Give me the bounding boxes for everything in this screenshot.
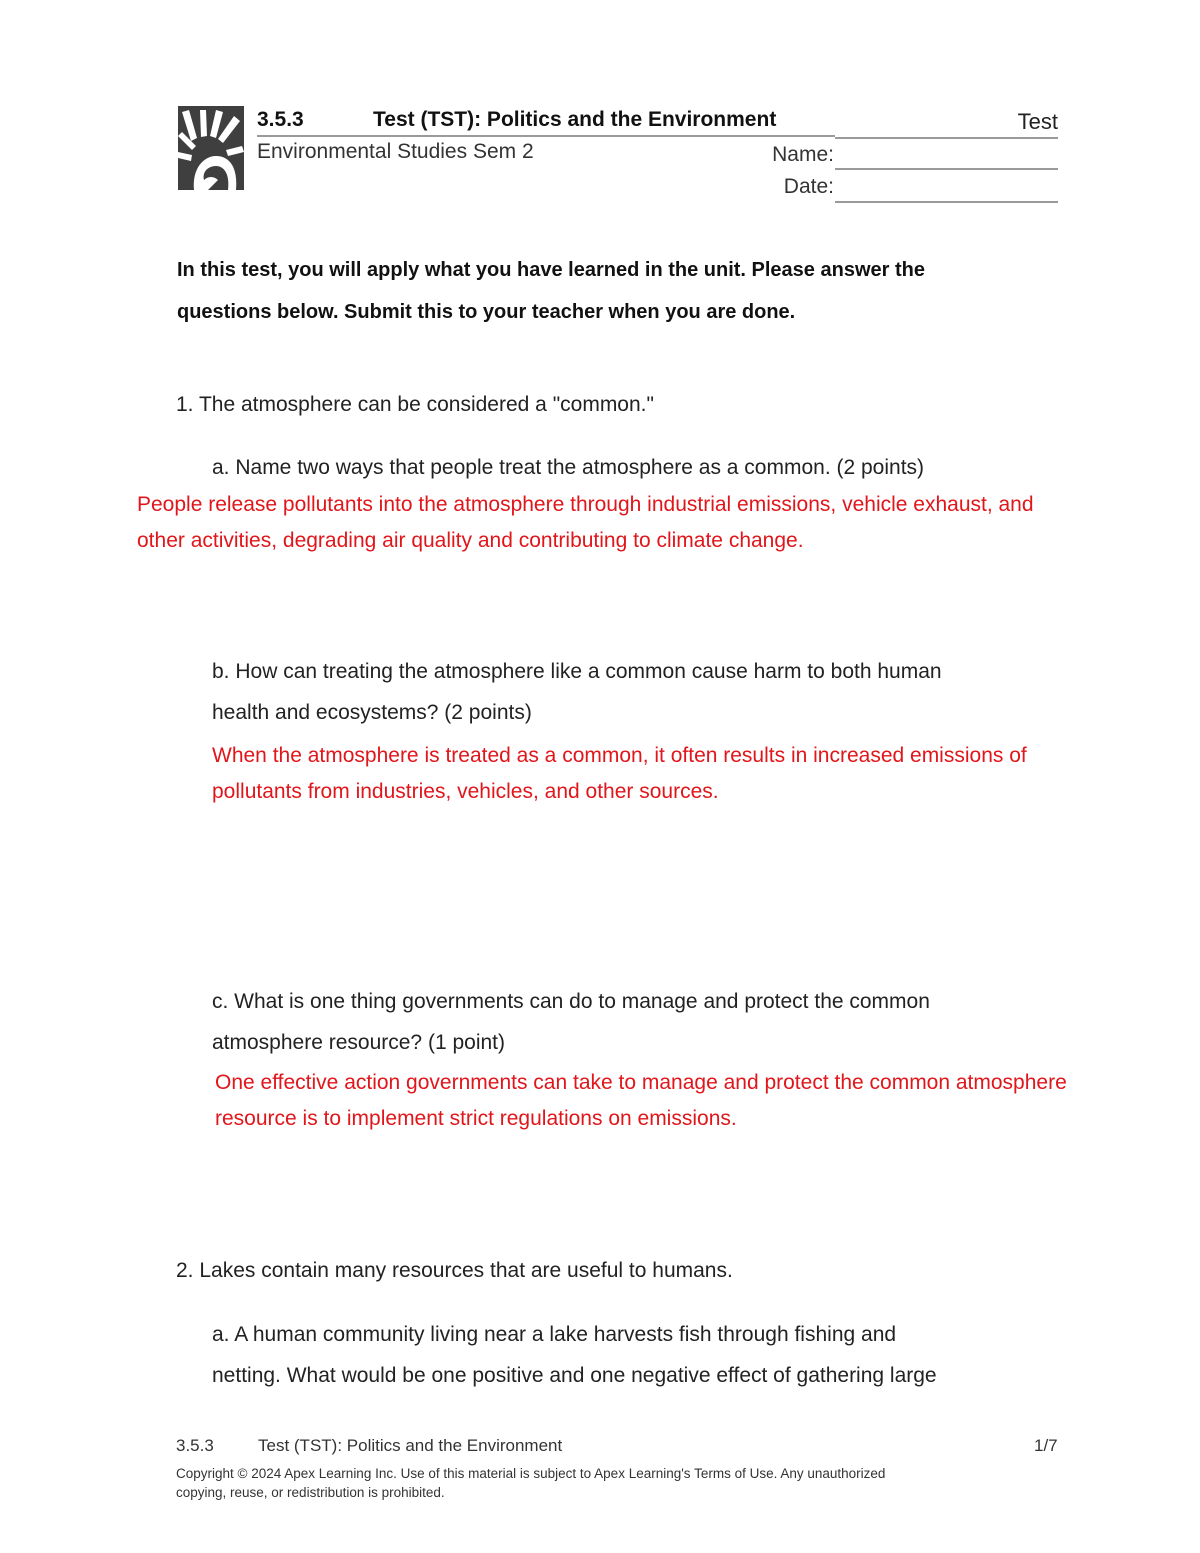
answer-1b-line-2[interactable]: pollutants from industries, vehicles, and other sources.: [212, 780, 719, 803]
answer-1c-line-1[interactable]: One effective action governments can take to manage and protect the common atmosphere: [215, 1071, 1067, 1094]
page-number: 1/7: [1034, 1436, 1058, 1455]
question-2-prompt: 2. Lakes contain many resources that are useful to humans.: [176, 1259, 733, 1282]
question-1b-line-2: health and ecosystems? (2 points): [212, 701, 532, 724]
footer-title: Test (TST): Politics and the Environment: [258, 1436, 563, 1455]
footer-lesson-code: 3.5.3: [176, 1436, 214, 1455]
question-1a: a. Name two ways that people treat the atmosphere as a common. (2 points): [212, 456, 925, 479]
question-1-prompt: 1. The atmosphere can be considered a "common.": [176, 393, 654, 416]
question-1c-line-1: c. What is one thing governments can do to manage and protect the common: [212, 990, 930, 1013]
document-type: Test: [1017, 109, 1058, 134]
lesson-code: 3.5.3: [257, 108, 304, 131]
instructions-line-1: In this test, you will apply what you have learned in the unit. Please answer the: [177, 259, 925, 281]
doctype-underline: [835, 137, 1058, 139]
title-underline: [257, 135, 835, 137]
answer-1a-line-1[interactable]: People release pollutants into the atmosphere through industrial emissions, vehicle exhaust, and: [137, 493, 1034, 516]
name-label: Name:: [772, 143, 834, 166]
apex-sun-logo-icon: [178, 106, 244, 190]
test-title: Test (TST): Politics and the Environment: [373, 108, 777, 131]
answer-1c-line-2[interactable]: resource is to implement strict regulations on emissions.: [215, 1107, 737, 1130]
name-field[interactable]: [835, 168, 1058, 170]
question-1b-line-1: b. How can treating the atmosphere like a common cause harm to both human: [212, 660, 942, 683]
copyright-notice: [176, 1464, 885, 1502]
date-field[interactable]: [835, 201, 1058, 203]
question-2a-line-2: netting. What would be one positive and one negative effect of gathering large: [212, 1364, 937, 1387]
question-2a-line-1: a. A human community living near a lake harvests fish through fishing and: [212, 1323, 897, 1346]
copyright-line-1: Copyright © 2024 Apex Learning Inc. Use of this material is subject to Apex Learning's Terms of Use. Any unauthorized: [176, 1466, 886, 1481]
instructions-line-2: questions below. Submit this to your teacher when you are done.: [177, 301, 796, 323]
copyright-line-2: copying, reuse, or redistribution is prohibited.: [176, 1485, 445, 1500]
question-1c-line-2: atmosphere resource? (1 point): [212, 1031, 505, 1054]
answer-1a-line-2[interactable]: other activities, degrading air quality and contributing to climate change.: [137, 529, 804, 552]
date-label: Date:: [783, 175, 834, 198]
answer-1b-line-1[interactable]: When the atmosphere is treated as a common, it often results in increased emissions of: [212, 744, 1027, 767]
course-name: Environmental Studies Sem 2: [257, 140, 534, 163]
